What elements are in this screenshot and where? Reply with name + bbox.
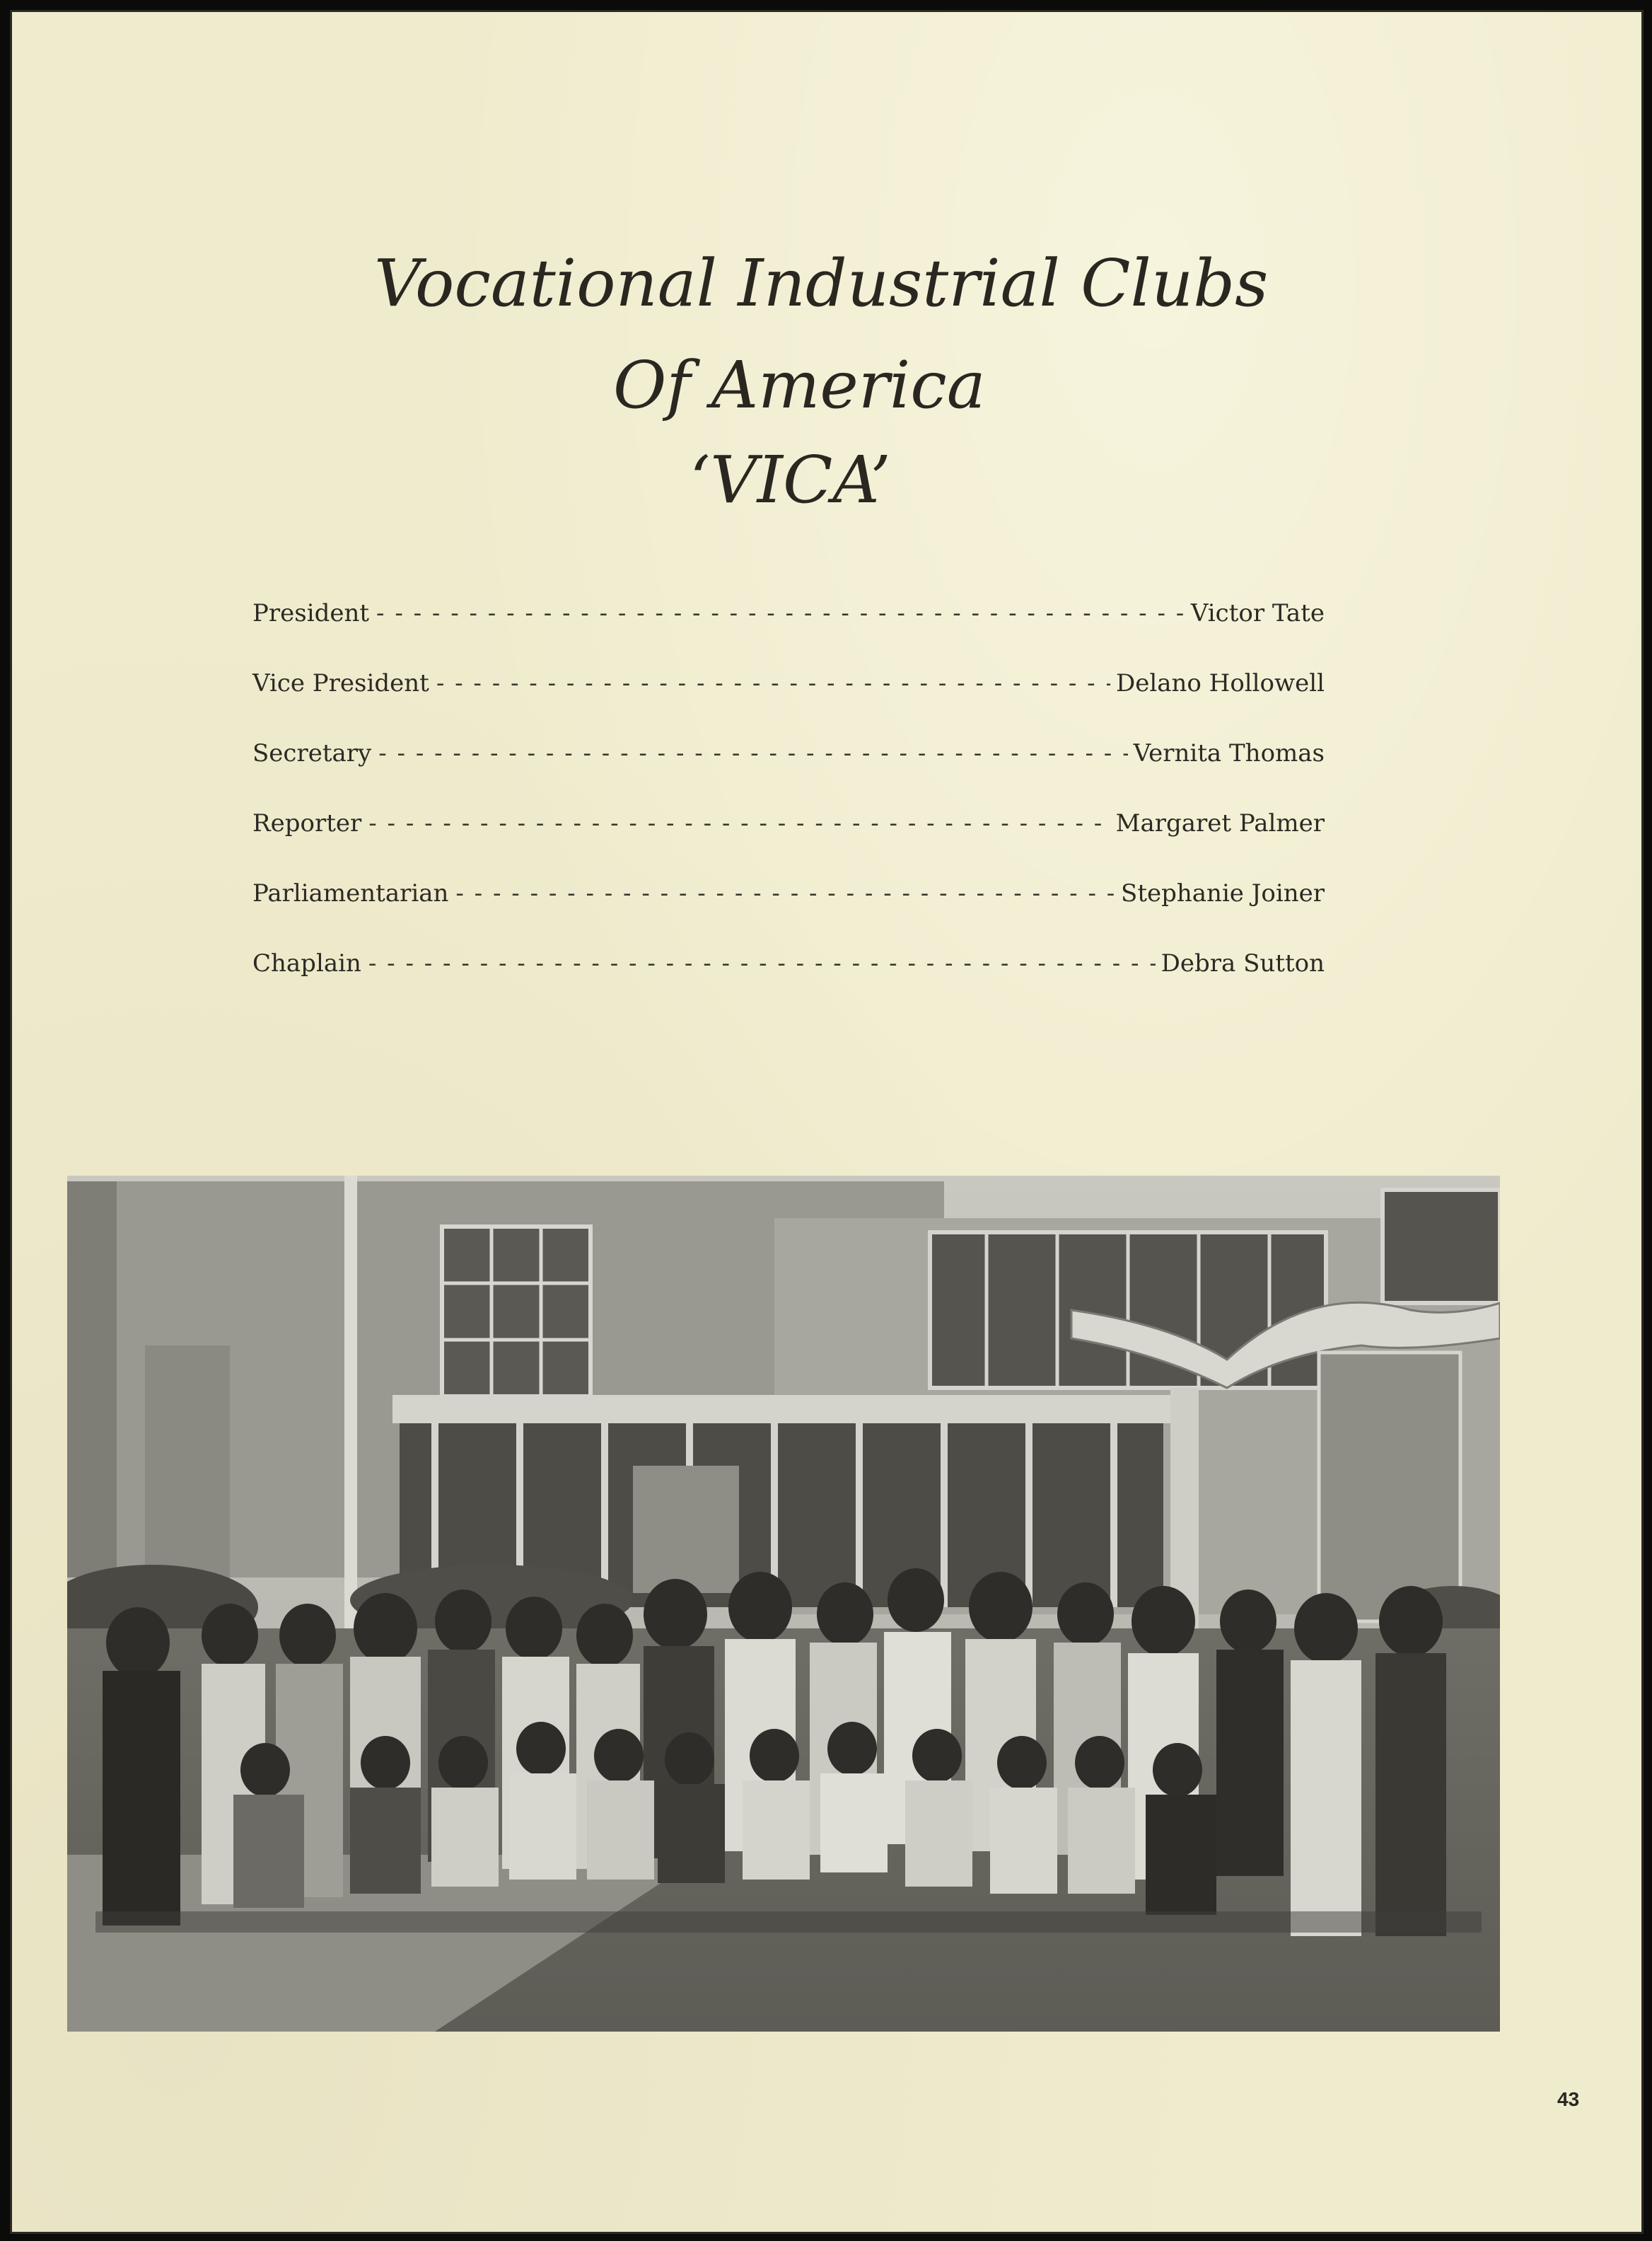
heading-line-3: ‘VICA’ [690,442,891,518]
officer-title: President [252,599,370,627]
heading-line-2: Of America [613,347,986,423]
officer-title: Reporter [252,809,362,838]
officer-title: Vice President [252,669,429,697]
officer-row [252,669,1325,739]
officer-row [252,809,1325,879]
officer-title: Chaplain [252,949,361,978]
officer-name: Victor Tate [1190,599,1325,627]
officer-name: Delano Hollowell [1115,669,1325,697]
officer-name: Debra Sutton [1161,949,1325,978]
yearbook-page [10,10,1644,2234]
officer-row [252,949,1325,1019]
dotted-leader [376,599,1185,627]
officer-row [252,879,1325,949]
dotted-leader [368,949,1156,978]
officer-name: Vernita Thomas [1133,739,1325,768]
officers-list [252,599,1325,1019]
officer-name: Margaret Palmer [1115,809,1325,838]
officer-row [252,599,1325,669]
dotted-leader [436,669,1110,697]
officer-row [252,739,1325,809]
officer-name: Stephanie Joiner [1121,879,1325,908]
group-photo [67,1176,1500,2032]
officer-title: Parliamentarian [252,879,449,908]
page-number: 43 [1557,2088,1580,2110]
dotted-leader [368,809,1110,838]
dotted-leader [455,879,1115,908]
dotted-leader [378,739,1127,768]
group-photo-illustration [67,1176,1500,2032]
heading-line-1: Vocational Industrial Clubs [374,245,1269,321]
officer-title: Secretary [252,739,372,768]
